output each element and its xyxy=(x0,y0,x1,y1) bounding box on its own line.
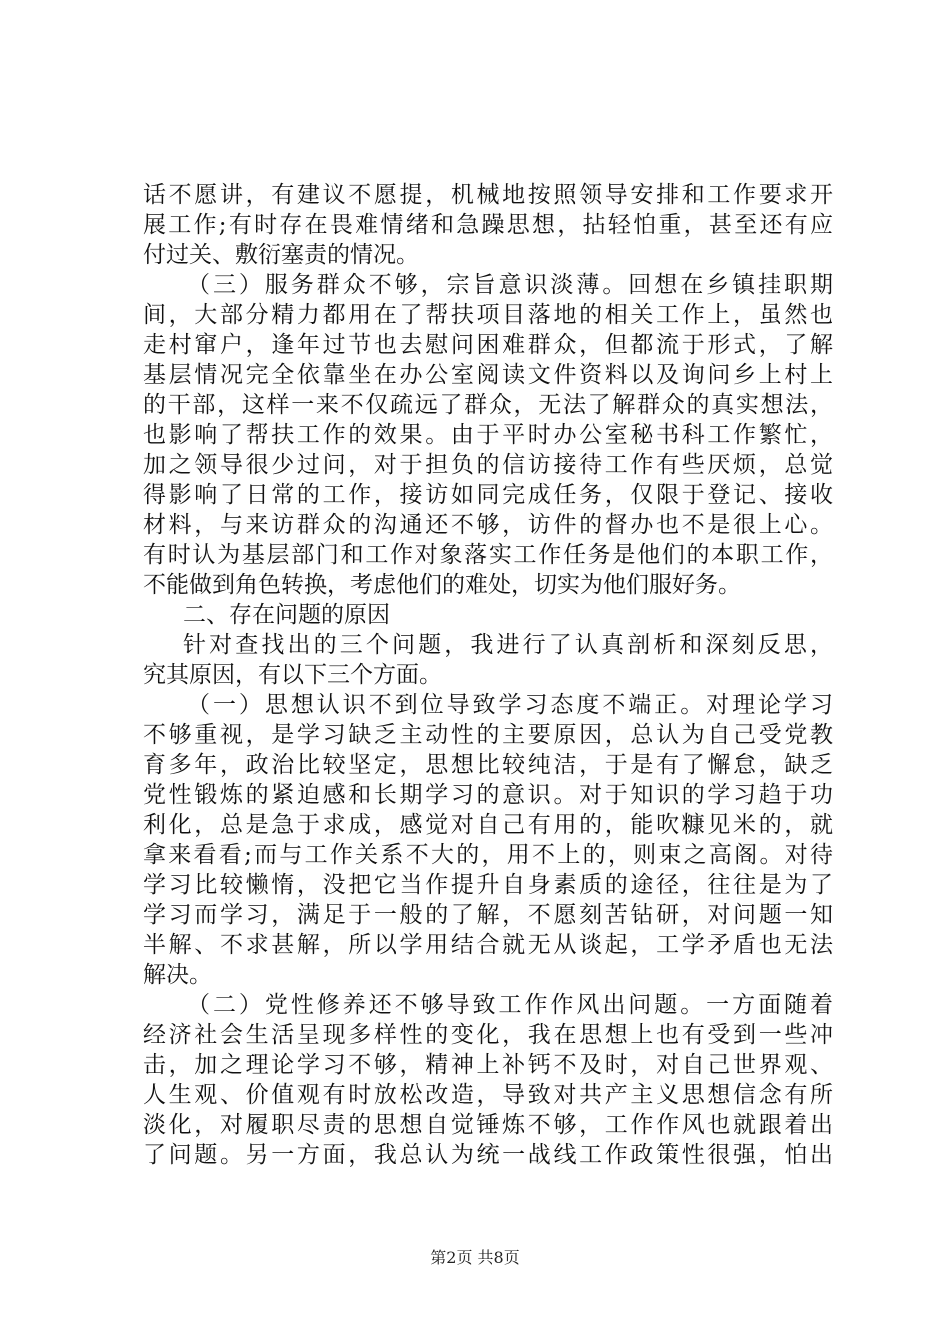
document-line: 拿来看看;而与工作关系不大的，用不上的，则束之高阁。对待 xyxy=(143,842,833,868)
document-line: 解决。 xyxy=(143,962,212,988)
document-line: 也影响了帮扶工作的效果。由于平时办公室秘书科工作繁忙， xyxy=(143,422,833,448)
document-line: 不能做到角色转换，考虑他们的难处，切实为他们服好务。 xyxy=(143,572,741,598)
document-line: 学习比较懒惰，没把它当作提升自身素质的途径，往往是为了 xyxy=(143,872,833,898)
document-line: 得影响了日常的工作，接访如同完成任务，仅限于登记、接收 xyxy=(143,482,833,508)
document-line: 二、存在问题的原因 xyxy=(183,602,390,628)
document-line: 学习而学习，满足于一般的了解，不愿刻苦钻研，对问题一知 xyxy=(143,902,833,928)
document-line: 走村窜户，逢年过节也去慰问困难群众，但都流于形式，了解 xyxy=(143,332,833,358)
document-body xyxy=(143,180,833,1170)
document-line: 间，大部分精力都用在了帮扶项目落地的相关工作上，虽然也 xyxy=(143,302,833,328)
document-line: 育多年，政治比较坚定，思想比较纯洁，于是有了懈怠，缺乏 xyxy=(143,752,833,778)
document-line: （一）思想认识不到位导致学习态度不端正。对理论学习 xyxy=(187,692,833,718)
document-line: 加之领导很少过问，对于担负的信访接待工作有些厌烦，总觉 xyxy=(143,452,833,478)
document-line: 展工作;有时存在畏难情绪和急躁思想，拈轻怕重，甚至还有应 xyxy=(143,212,833,238)
document-line: 经济社会生活呈现多样性的变化，我在思想上也有受到一些冲 xyxy=(143,1022,833,1048)
document-line: （三）服务群众不够，宗旨意识淡薄。回想在乡镇挂职期 xyxy=(187,272,833,298)
document-line: 的干部，这样一来不仅疏远了群众，无法了解群众的真实想法， xyxy=(143,392,833,418)
document-line: （二）党性修养还不够导致工作作风出问题。一方面随着 xyxy=(187,992,833,1018)
document-line: 材料，与来访群众的沟通还不够，访件的督办也不是很上心。 xyxy=(143,512,833,538)
document-line: 有时认为基层部门和工作对象落实工作任务是他们的本职工作， xyxy=(143,542,833,568)
document-line: 不够重视，是学习缺乏主动性的主要原因，总认为自己受党教 xyxy=(143,722,833,748)
document-line: 击，加之理论学习不够，精神上补钙不及时，对自己世界观、 xyxy=(143,1052,833,1078)
document-line: 党性锻炼的紧迫感和长期学习的意识。对于知识的学习趋于功 xyxy=(143,782,833,808)
document-line: 针对查找出的三个问题，我进行了认真剖析和深刻反思， xyxy=(183,632,833,658)
document-line: 基层情况完全依靠坐在办公室阅读文件资料以及询问乡上村上 xyxy=(143,362,833,388)
document-line: 利化，总是急于求成，感觉对自己有用的，能吹糠见米的，就 xyxy=(143,812,833,838)
document-line: 究其原因，有以下三个方面。 xyxy=(143,662,442,688)
document-line: 半解、不求甚解，所以学用结合就无从谈起，工学矛盾也无法 xyxy=(143,932,833,958)
document-line: 话不愿讲，有建议不愿提，机械地按照领导安排和工作要求开 xyxy=(143,182,833,208)
page-number-footer: 第2页 共8页 xyxy=(430,1248,520,1267)
document-line: 淡化，对履职尽责的思想自觉锤炼不够，工作作风也就跟着出 xyxy=(143,1112,833,1138)
document-line: 付过关、敷衍塞责的情况。 xyxy=(143,242,419,268)
document-line: 了问题。另一方面，我总认为统一战线工作政策性很强，怕出 xyxy=(143,1142,833,1168)
document-line: 人生观、价值观有时放松改造，导致对共产主义思想信念有所 xyxy=(143,1082,833,1108)
